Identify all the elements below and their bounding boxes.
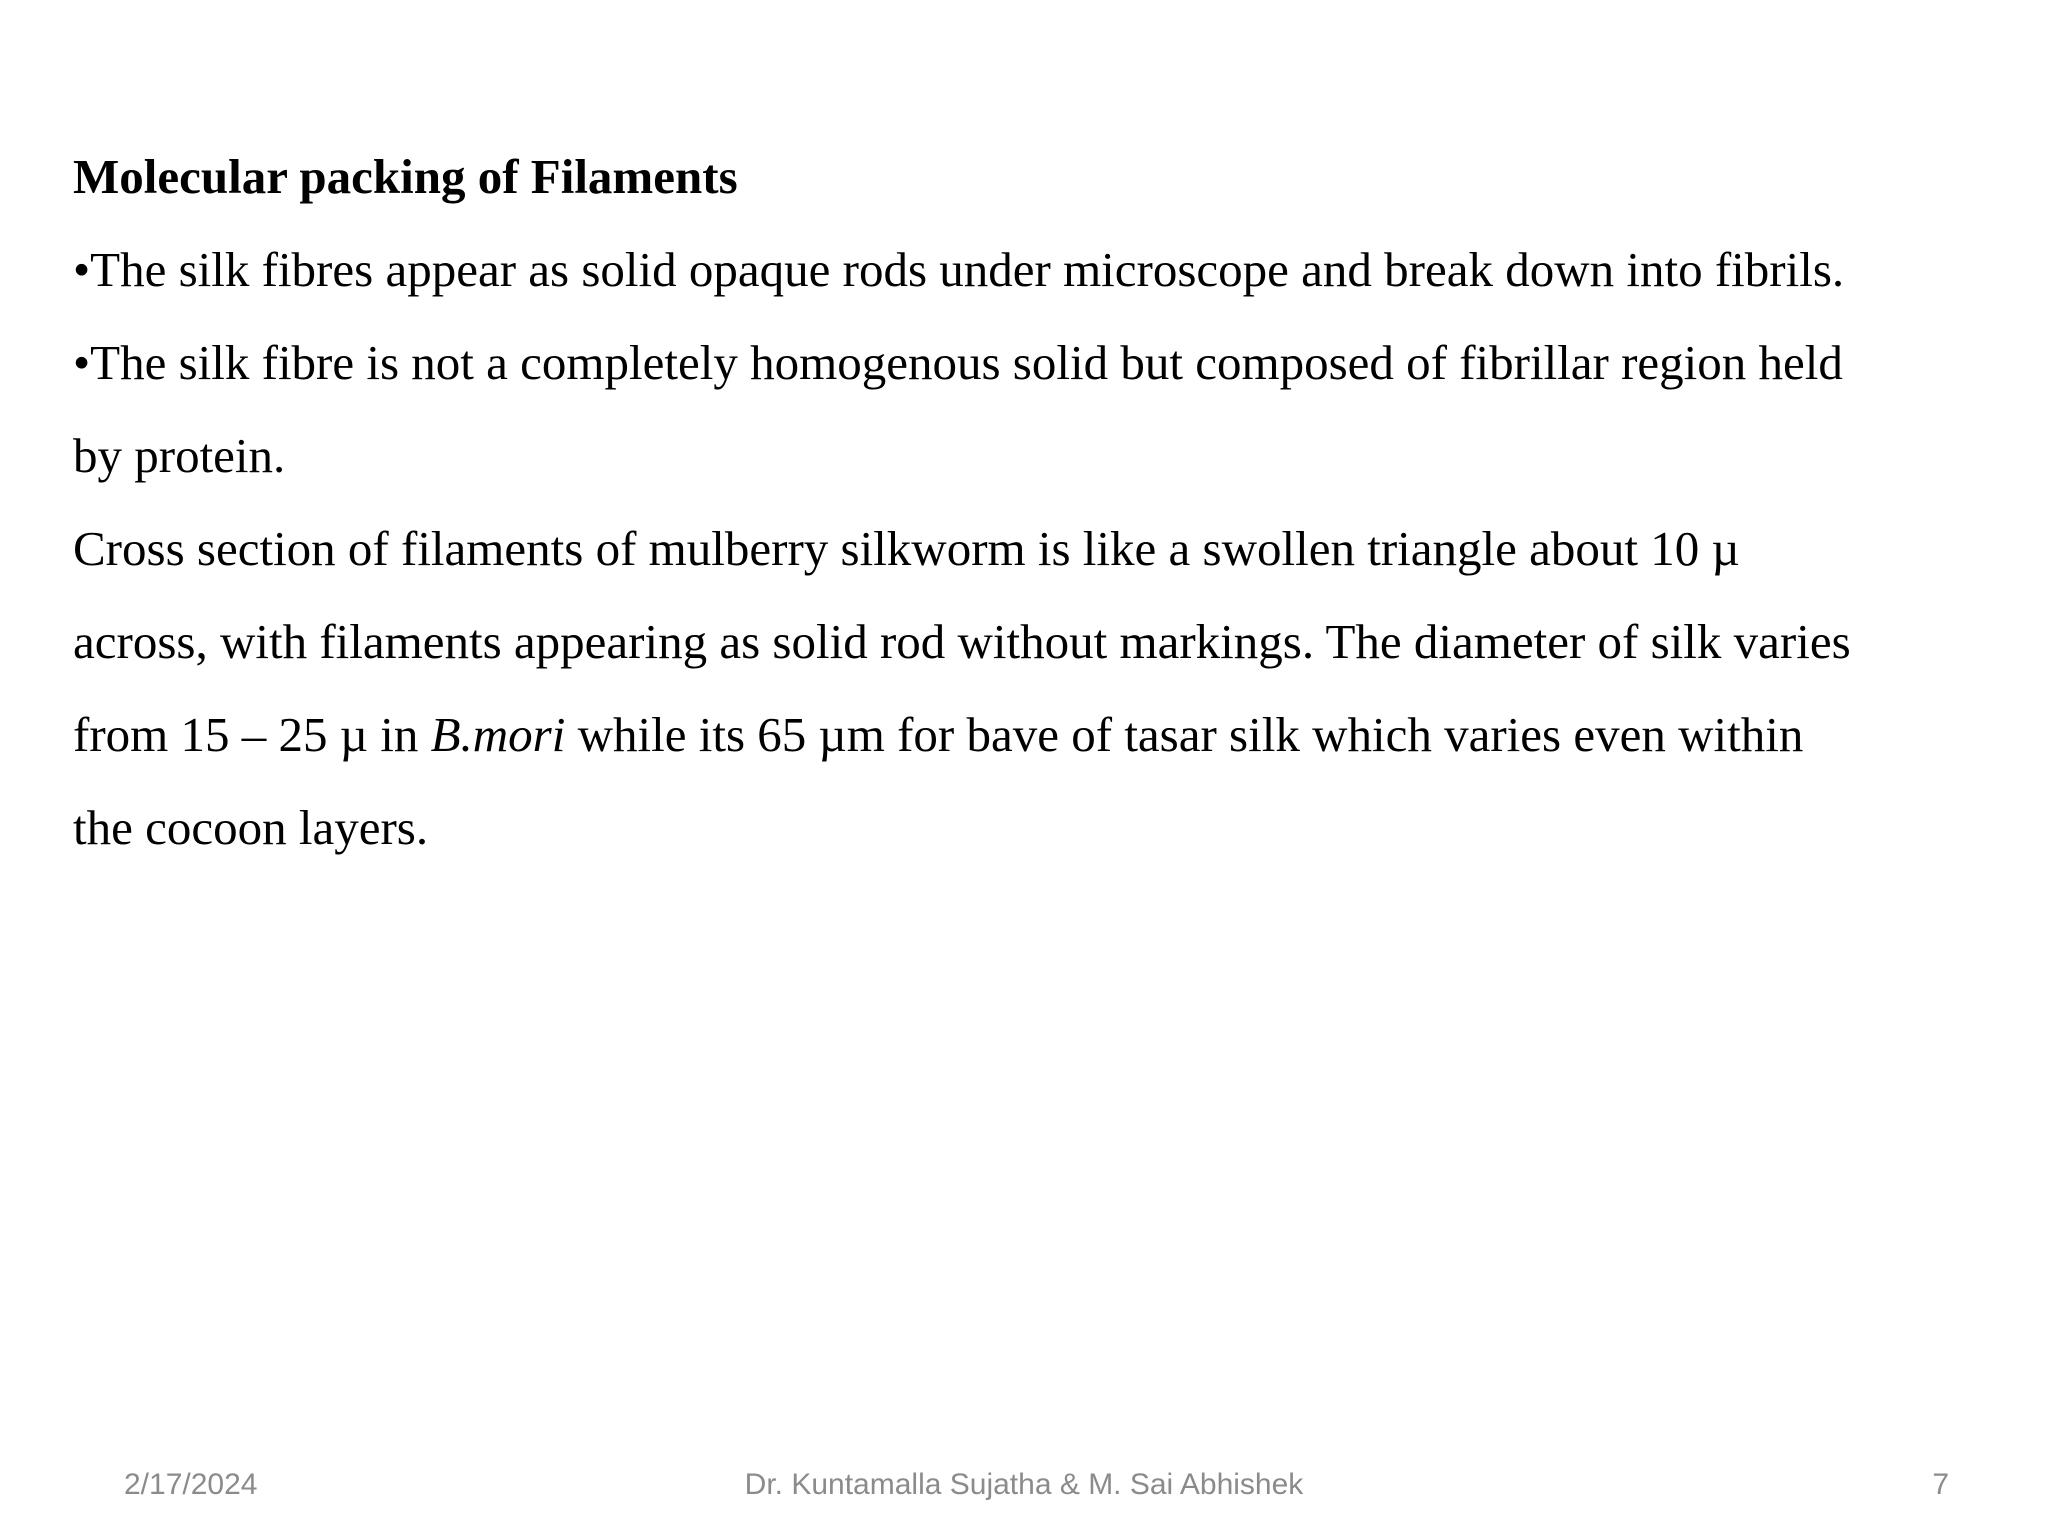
footer-author: Dr. Kuntamalla Sujatha & M. Sai Abhishek [744, 1468, 1304, 1501]
paragraph-line-3 [73, 688, 1993, 781]
paragraph-line-2: across, with filaments appearing as solid rod without markings. The diameter of silk varies [73, 614, 1851, 669]
bullet-line-2-continuation: by protein. [73, 428, 286, 483]
paragraph-line-4: the cocoon layers. [73, 800, 429, 855]
species-name: B.mori [430, 707, 566, 762]
slide-heading: Molecular packing of Filaments [73, 149, 738, 204]
slide-body [73, 130, 1993, 874]
footer-date: 2/17/2024 [124, 1468, 258, 1501]
paragraph-line-3-start: from 15 – 25 µ in [73, 707, 431, 762]
bullet-line-2: •The silk fibre is not a completely homogenous solid but composed of fibrillar region held [73, 335, 1843, 390]
paragraph-line-3-end: while its 65 µm for bave of tasar silk which varies even within [565, 707, 1804, 762]
bullet-line-1: •The silk fibres appear as solid opaque rods under microscope and break down into fibrils. [73, 242, 1845, 297]
paragraph-line-1: Cross section of filaments of mulberry silkworm is like a swollen triangle about 10 µ [73, 521, 1740, 576]
slide-number: 7 [1932, 1468, 1949, 1501]
